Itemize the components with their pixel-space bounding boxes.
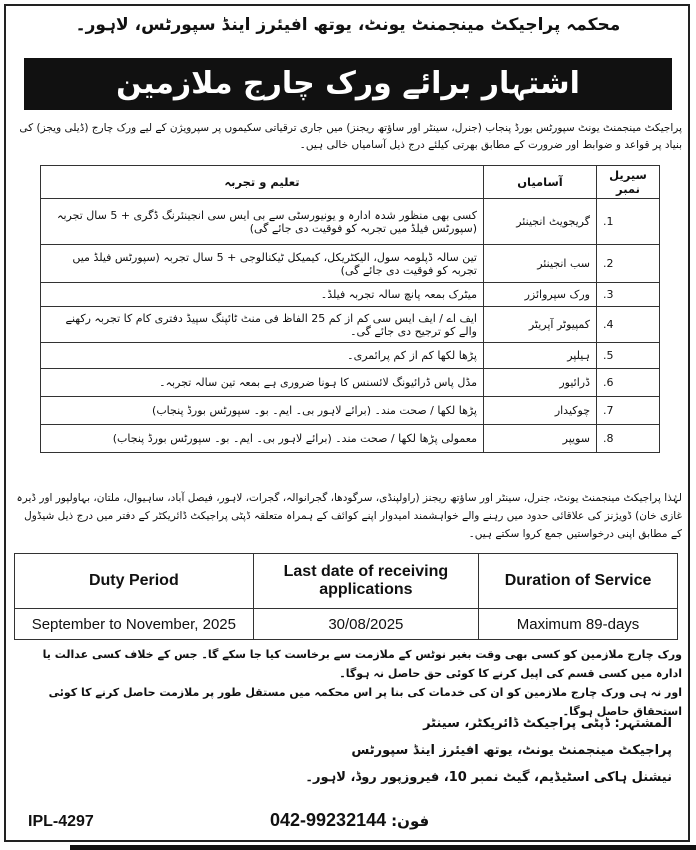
post-cell: سب انجینئر [484,245,597,283]
reference-code: IPL-4297 [28,813,94,830]
advertiser-line: المشتہر: ڈپٹی پراجیکٹ ڈائریکٹر، سینٹر [423,716,672,731]
footer-divider [70,845,696,850]
post-cell: کمپیوٹر آپریٹر [484,307,597,343]
qualification-cell: پڑھا لکھا / صحت مند۔ (برائے لاہور بی۔ ایم۔ بو۔ سپورٹس بورڈ پنجاب) [41,397,484,425]
schedule-table [14,553,678,640]
qualification-cell: کسی بھی منظور شدہ ادارہ و یونیورسٹی سے بی ایس سی انجینئرنگ ڈگری + 5 سال تجربہ (سپورٹس فیلڈ میں تجربہ کو فوقیت دی جائے گی) [41,199,484,245]
qualification-cell: مڈل پاس ڈرائیونگ لائسنس کا ہونا ضروری ہے بمعہ تین سالہ تجربہ۔ [41,369,484,397]
table-row [41,425,660,453]
table-row [41,343,660,369]
header-qualification: تعلیم و تجربہ [41,166,484,199]
term-line: ورک چارج ملازمین کو کسی بھی وقت بغیر نوٹس کے ملازمت سے برخاست کیا جا سکے گا۔ جس کے خلاف کسی عدالت یا ادارہ میں کسی قسم کی اپیل کرنے کا کوئی حق حاصل نہ ہوگا۔ [42,648,682,680]
qualification-cell: پڑھا لکھا کم از کم پرائمری۔ [41,343,484,369]
duty-period-header: Duty Period [15,554,254,609]
duration-value: Maximum 89-days [479,609,678,640]
phone-label: فون: [391,812,430,830]
duty-period-value: September to November, 2025 [15,609,254,640]
serial-cell: 5. [597,343,660,369]
post-cell: سویپر [484,425,597,453]
qualification-cell: معمولی پڑھا لکھا / صحت مند۔ (برائے لاہور بی۔ ایم۔ بو۔ سپورٹس بورڈ پنجاب) [41,425,484,453]
post-cell: ورک سپروائزر [484,283,597,307]
table-row [41,245,660,283]
post-cell: ڈرائیور [484,369,597,397]
advertiser-line: نیشنل ہاکی اسٹیڈیم، گیٹ نمبر 10، فیروزپور روڈ، لاہور۔ [305,770,672,785]
serial-cell: 4. [597,307,660,343]
advertisement-banner: اشتہار برائے ورک چارج ملازمین [24,58,672,110]
qualification-cell: ایف اے / ایف ایس سی کم از کم 25 الفاظ فی منٹ ٹائپنگ سپیڈ دفتری کام کا تجربہ رکھنے والے کو ترجیح دی جائے گی۔ [41,307,484,343]
areas-paragraph: لہٰذا پراجیکٹ مینجمنٹ یونٹ، جنرل، سینٹر اور ساؤتھ ریجنز (راولپنڈی، سرگودھا، گجرانوالہ، گجرات، لاہور، فیصل آباد، ساہیوال، ملتان، بہاولپور اور ڈیرہ غازی خان) ڈویژنز کی علاقائی حدود میں رہنے والے خواہشمند امیدوار اپنے کوائف کے ہمراہ متعلقہ ڈپٹی پراجیکٹ ڈائریکٹر کے دفتر میں درج ذیل شیڈول کے مطابق اپنی درخواستیں جمع کروا سکتے ہیں۔ [16,492,682,540]
advertiser-block [160,710,672,791]
table-row [41,397,660,425]
schedule-value-row [15,609,678,640]
term-line: اور نہ ہی ورک چارج ملازمین کو ان کی خدمات کی بنا پر اس محکمہ میں مستقل طور پر ملازمت حاصل کرنے کا کوئی استحقاق حاصل ہوگا۔ [48,686,682,718]
posts-table [40,165,660,453]
last-date-value: 30/08/2025 [253,609,478,640]
header-serial: سیریل نمبر [597,166,660,199]
table-row [41,283,660,307]
department-heading: محکمہ پراجیکٹ مینجمنٹ یونٹ، یوتھ افیئرز اینڈ سپورٹس، لاہور۔ [75,15,621,35]
serial-cell: 2. [597,245,660,283]
serial-cell: 1. [597,199,660,245]
phone-number: 042-99232144 [270,810,387,830]
posts-table-header-row [41,166,660,199]
post-cell: ہیلپر [484,343,597,369]
intro-paragraph: پراجیکٹ مینجمنٹ یونٹ سپورٹس بورڈ پنجاب (جنرل، سینٹر اور ساؤتھ ریجنز) میں جاری ترقیاتی سکیموں پر سپرویژن کے لیے ورک چارج (ڈیلی ویجز) کی بنیاد پر قواعد و ضوابط اور ضرورت کے مطابق بھرتی کیلئے درج ذیل آسامیاں خالی ہیں۔ [19,122,682,151]
table-row [41,369,660,397]
serial-cell: 6. [597,369,660,397]
table-row [41,307,660,343]
last-date-header: Last date of receiving applications [253,554,478,609]
post-cell: چوکیدار [484,397,597,425]
table-row [41,199,660,245]
serial-cell: 8. [597,425,660,453]
post-cell: گریجویٹ انجینئر [484,199,597,245]
advertiser-line: پراجیکٹ مینجمنٹ یونٹ، یوتھ افیئرز اینڈ سپورٹس [351,743,672,758]
serial-cell: 7. [597,397,660,425]
phone-block [270,810,429,831]
qualification-cell: میٹرک بمعہ پانچ سالہ تجربہ فیلڈ۔ [41,283,484,307]
duration-header: Duration of Service [479,554,678,609]
qualification-cell: تین سالہ ڈپلومہ سول، الیکٹریکل، کیمیکل ٹیکنالوجی + 5 سال تجربہ (سپورٹس فیلڈ میں تجربہ کو فوقیت دی جائے گی) [41,245,484,283]
header-post: آسامیاں [484,166,597,199]
serial-cell: 3. [597,283,660,307]
schedule-header-row [15,554,678,609]
